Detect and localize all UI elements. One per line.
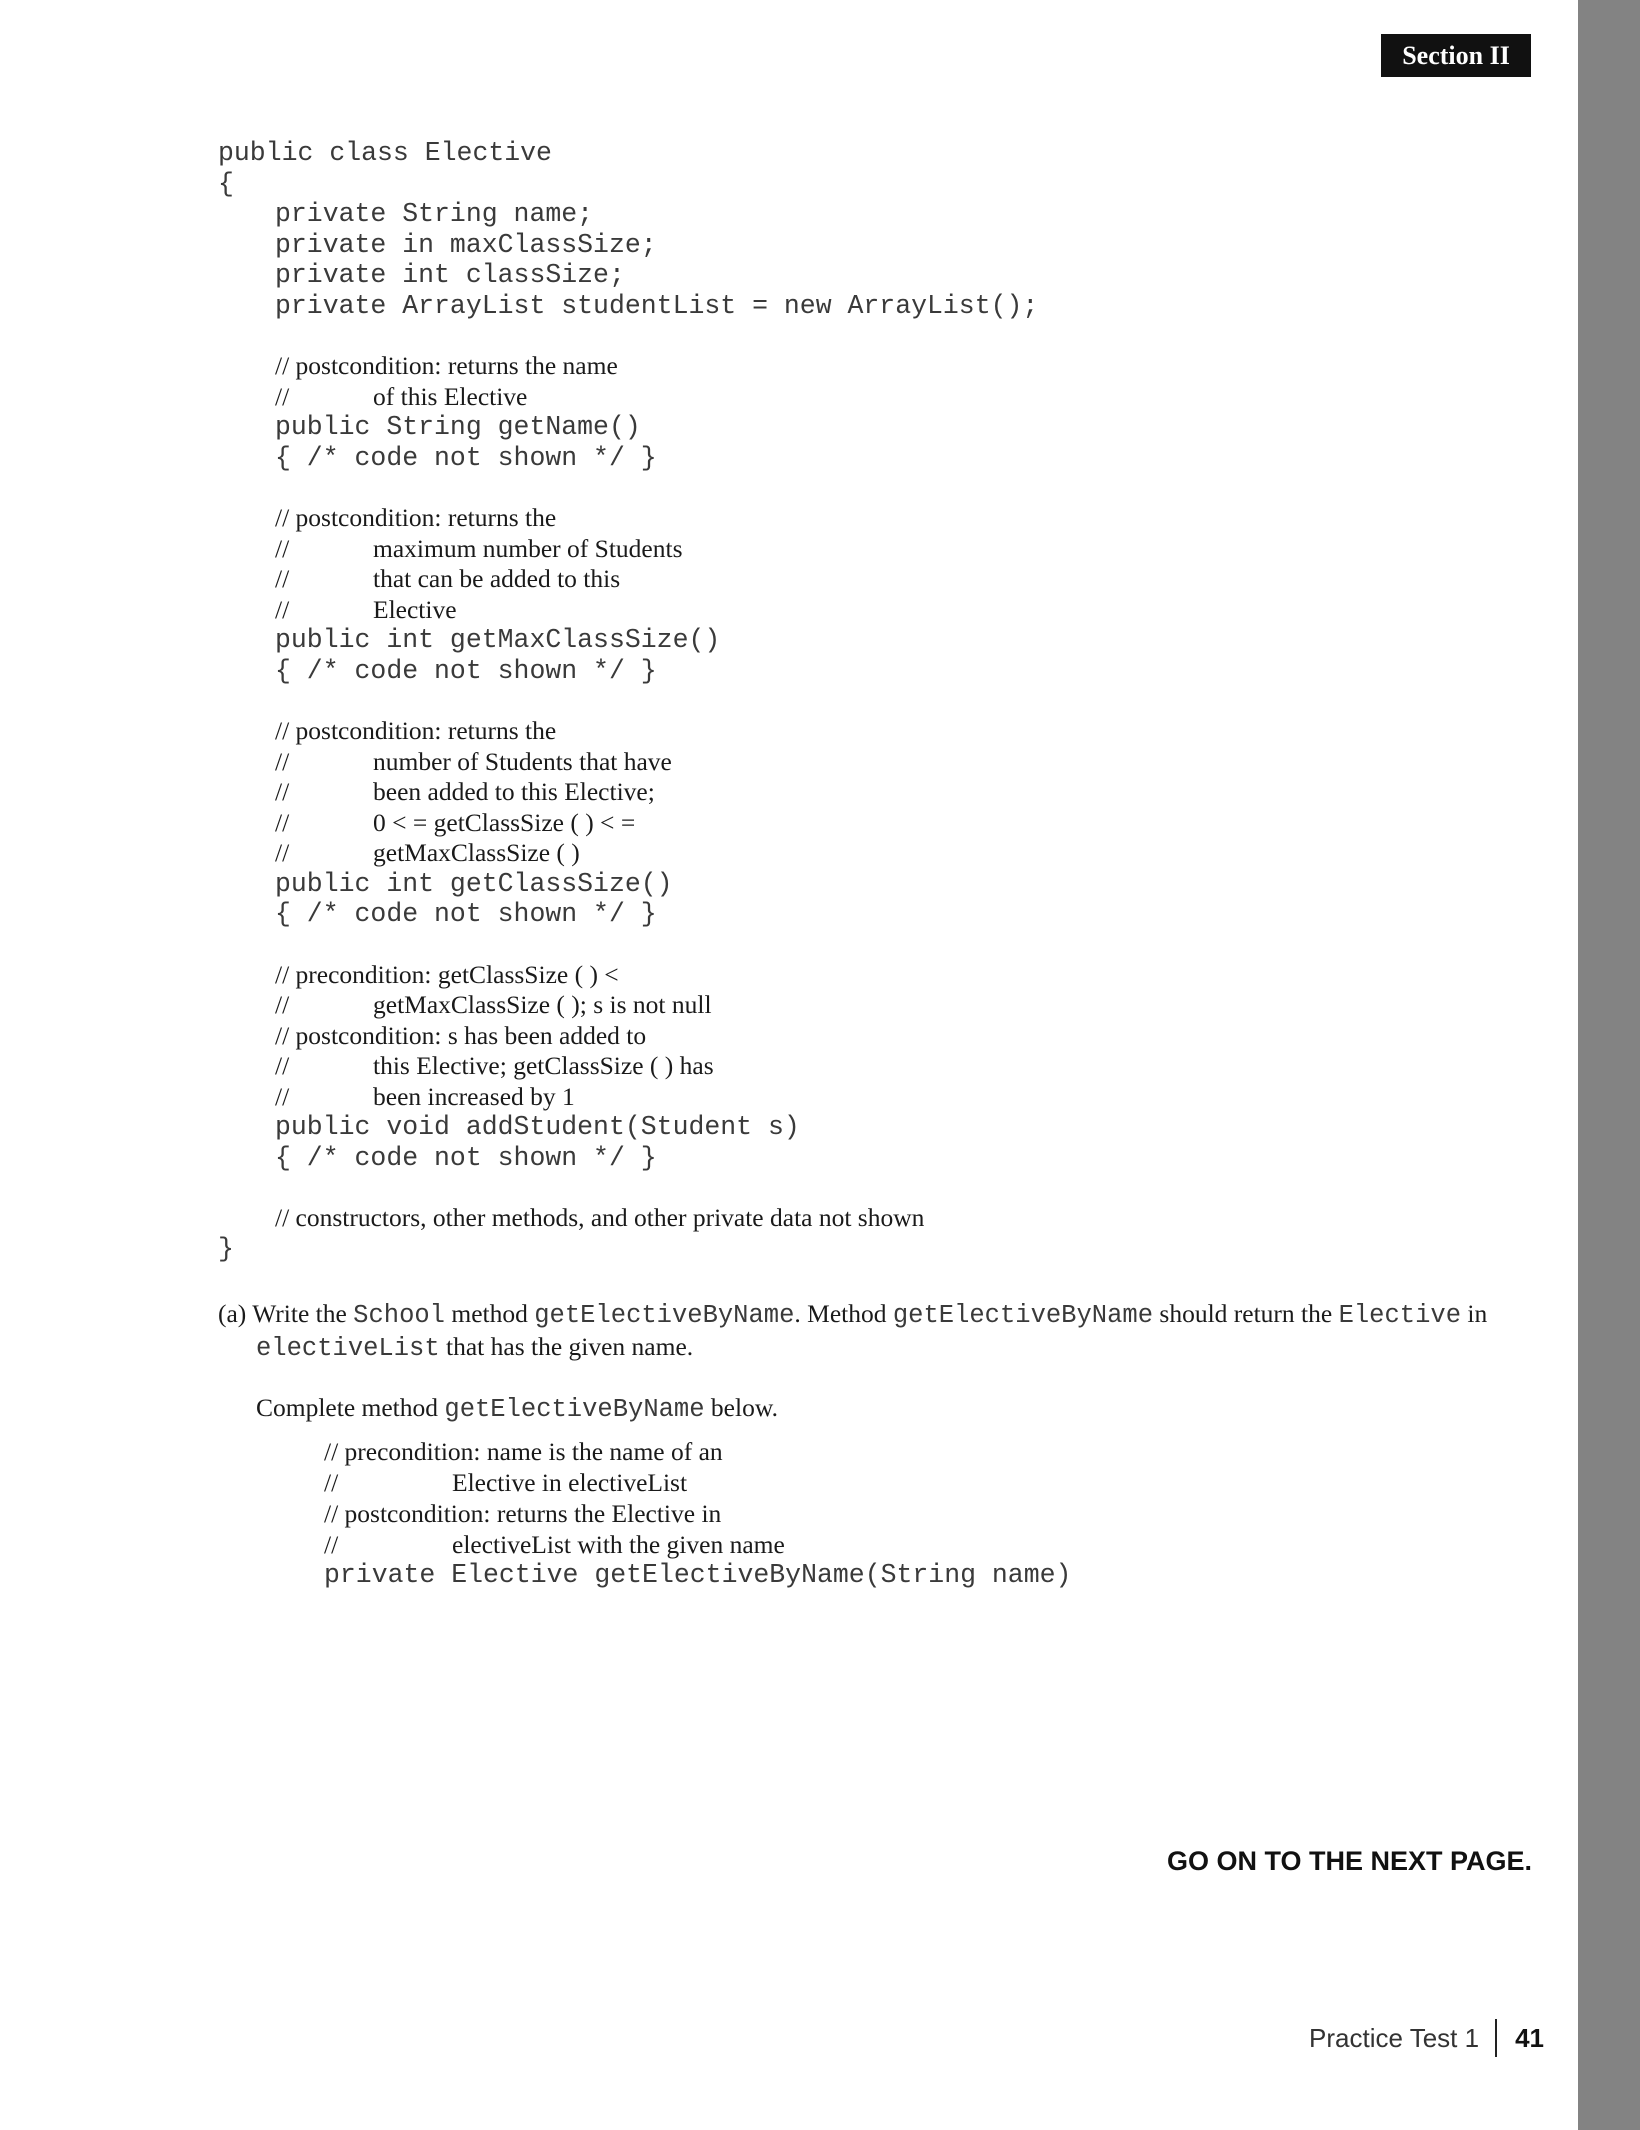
code-comment-line: // postcondition: returns the [275,716,557,745]
part-a-text: should return the [1153,1299,1339,1328]
complete-instruction [256,1392,778,1425]
comment-text: been increased by 1 [373,1081,575,1111]
code-comment-line [218,1082,1518,1113]
comment-text: Elective [373,594,457,624]
part-a-line-2 [218,1331,1518,1364]
section-tab: Section II [1381,34,1531,77]
code-comment-line: // postcondition: returns the [275,503,557,532]
code-blank-line [218,930,1518,960]
sig-comment-line [324,1529,1424,1560]
code-code-line: { /* code not shown */ } [275,655,657,686]
comment-marker: // [275,564,290,593]
code-comment-line [218,1051,1518,1082]
code-comment-line [218,990,1518,1021]
comment-text: getMaxClassSize ( ); s is not null [373,990,712,1019]
part-a-code: getElectiveByName [534,1301,795,1330]
code-blank-line [218,473,1518,503]
code-comment-line [218,747,1518,778]
code-code-line: private in maxClassSize; [275,229,657,260]
sig-comment-line: // postcondition: returns the Elective in [324,1499,722,1528]
part-a-code: electiveList [256,1334,440,1363]
code-code-line: private int classSize; [275,260,625,290]
part-a-line-1 [218,1298,1518,1331]
code-code-line: { /* code not shown */ } [275,899,657,929]
sig-code-line: private Elective getElectiveByName(String name) [324,1560,1072,1590]
code-comment-line [218,595,1518,626]
comment-text: 0 < = getClassSize ( ) < = [373,807,636,837]
comment-marker: // [324,1530,339,1559]
go-on-notice: GO ON TO THE NEXT PAGE. [1166,1846,1532,1876]
sig-comment-line [324,1467,1424,1498]
comment-text: been added to this Elective; [373,777,655,806]
code-comment-line: // constructors, other methods, and other private data not shown [275,1203,925,1232]
sig-comment-line: // precondition: name is the name of an [324,1437,723,1466]
code-code-line: { /* code not shown */ } [275,1142,657,1173]
comment-marker: // [275,533,290,563]
code-comment-line: // precondition: getClassSize ( ) < [275,959,619,989]
comment-marker: // [275,990,290,1019]
comment-text: number of Students that have [373,746,672,776]
method-signature-block [324,1436,1424,1591]
part-a-label: (a) [218,1299,247,1328]
instruction-text: below. [704,1393,778,1422]
comment-marker: // [275,807,290,837]
part-a-code: Elective [1338,1301,1461,1330]
part-a-text: Write the [252,1299,354,1328]
comment-text: Elective in electiveList [452,1468,688,1497]
part-a-text: in [1461,1299,1488,1328]
code-code-line: public void addStudent(Student s) [275,1112,800,1142]
code-code-line: public int getClassSize() [275,868,673,899]
comment-marker: // [275,746,290,776]
part-a-text: that has the given name. [439,1332,694,1361]
part-a-text: . Method [794,1299,893,1328]
code-code-line: public String getName() [275,412,641,442]
comment-text: maximum number of Students [373,533,683,563]
page-edge-bar [1578,0,1640,2130]
code-comment-line [218,382,1518,413]
comment-marker: // [324,1468,339,1497]
comment-marker: // [275,1081,290,1111]
comment-marker: // [275,838,290,867]
code-listing [218,138,1518,1264]
comment-text: that can be added to this [373,564,621,593]
code-code-line: public int getMaxClassSize() [275,625,721,655]
comment-text: electiveList with the given name [452,1530,785,1559]
code-comment-line [218,564,1518,595]
part-a-text: method [445,1299,535,1328]
code-comment-line [218,777,1518,808]
code-comment-line [218,838,1518,869]
comment-text: this Elective; getClassSize ( ) has [373,1051,714,1080]
question-part-a [218,1298,1518,1364]
code-code-line: { [218,168,234,199]
code-blank-line [218,686,1518,716]
code-code-line: public class Elective [218,138,552,168]
code-code-line: } [218,1233,234,1264]
comment-text: of this Elective [373,381,528,411]
code-comment-line: // postcondition: s has been added to [275,1020,647,1050]
comment-marker: // [275,777,290,806]
page-number: 41 [1515,2022,1544,2053]
comment-marker: // [275,594,290,624]
part-a-code: School [353,1301,445,1330]
part-a-code: getElectiveByName [892,1301,1154,1330]
code-comment-line [218,534,1518,565]
code-code-line: { /* code not shown */ } [275,442,657,473]
instruction-code: getElectiveByName [444,1395,705,1424]
comment-marker: // [275,1051,290,1080]
code-blank-line [218,321,1518,351]
instruction-text: Complete method [256,1393,445,1422]
code-blank-line [218,1173,1518,1203]
page-footer [1309,2018,1544,2058]
comment-marker: // [275,381,290,411]
code-code-line: private ArrayList studentList = new ArrayList(); [275,290,1039,321]
code-comment-line: // postcondition: returns the name [275,351,618,380]
comment-text: getMaxClassSize ( ) [373,838,580,867]
code-code-line: private String name; [275,199,594,229]
footer-label: Practice Test 1 [1309,2022,1480,2053]
code-comment-line [218,808,1518,839]
